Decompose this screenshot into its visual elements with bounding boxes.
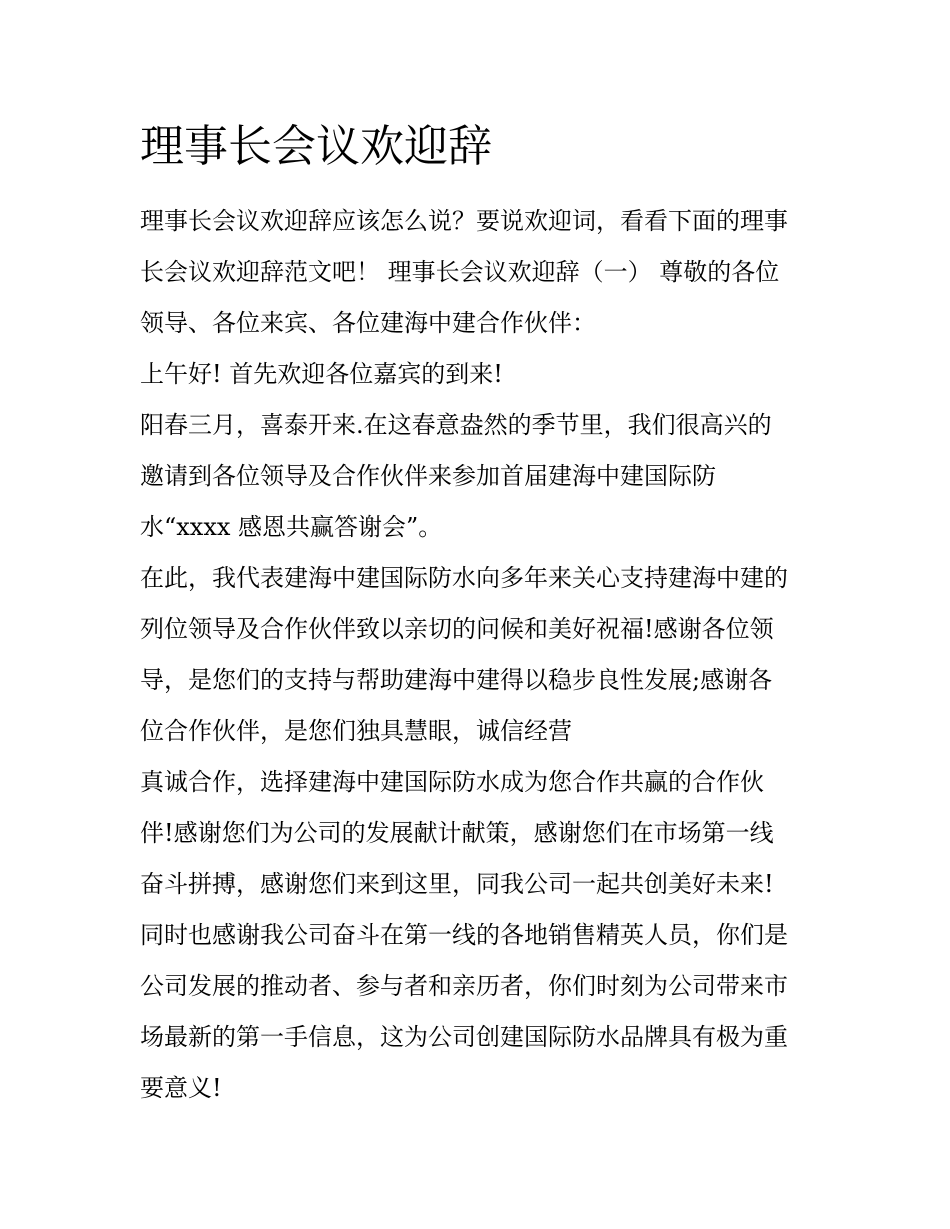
body-text-line: 邀请到各位领导及合作伙伴来参加首届建海中建国际防	[140, 462, 716, 490]
body-text-line: 场最新的第一手信息，这为公司创建国际防水品牌具有极为重	[140, 1023, 788, 1051]
body-text-line: 导，是您们的支持与帮助建海中建得以稳步良性发展;感谢各	[140, 666, 773, 694]
body-text-line: 公司发展的推动者、参与者和亲历者，你们时刻为公司带来市	[140, 972, 788, 1000]
body-text-line: 列位领导及合作伙伴致以亲切的问候和美好祝福!感谢各位领	[140, 615, 774, 643]
body-text-line: 真诚合作，选择建海中建国际防水成为您合作共赢的合作伙	[140, 768, 764, 796]
body-text-line: 奋斗拼搏，感谢您们来到这里，同我公司一起共创美好未来!	[140, 870, 774, 898]
body-text-line: 在此，我代表建海中建国际防水向多年来关心支持建海中建的	[140, 564, 788, 592]
body-text-line: 领导、各位来宾、各位建海中建合作伙伴：	[140, 309, 596, 337]
body-text-line: 伴!感谢您们为公司的发展献计献策，感谢您们在市场第一线	[140, 819, 774, 847]
body-text-line: 要意义!	[140, 1074, 222, 1102]
body-text-line: 同时也感谢我公司奋斗在第一线的各地销售精英人员，你们是	[140, 921, 788, 949]
body-text-line: 上午好! 首先欢迎各位嘉宾的到来!	[140, 360, 503, 388]
body-text-line: 位合作伙伴，是您们独具慧眼，诚信经营	[140, 717, 572, 745]
document-title: 理事长会议欢迎辞	[140, 121, 492, 172]
body-text-line: 水“xxxx 感恩共赢答谢会”。	[140, 513, 443, 541]
body-text-line: 长会议欢迎辞范文吧！ 理事长会议欢迎辞（一） 尊敬的各位	[140, 258, 780, 286]
body-text-line: 阳春三月，喜泰开来.在这春意盎然的季节里，我们很高兴的	[140, 411, 772, 439]
body-text-line: 理事长会议欢迎辞应该怎么说？要说欢迎词，看看下面的理事	[140, 207, 788, 235]
